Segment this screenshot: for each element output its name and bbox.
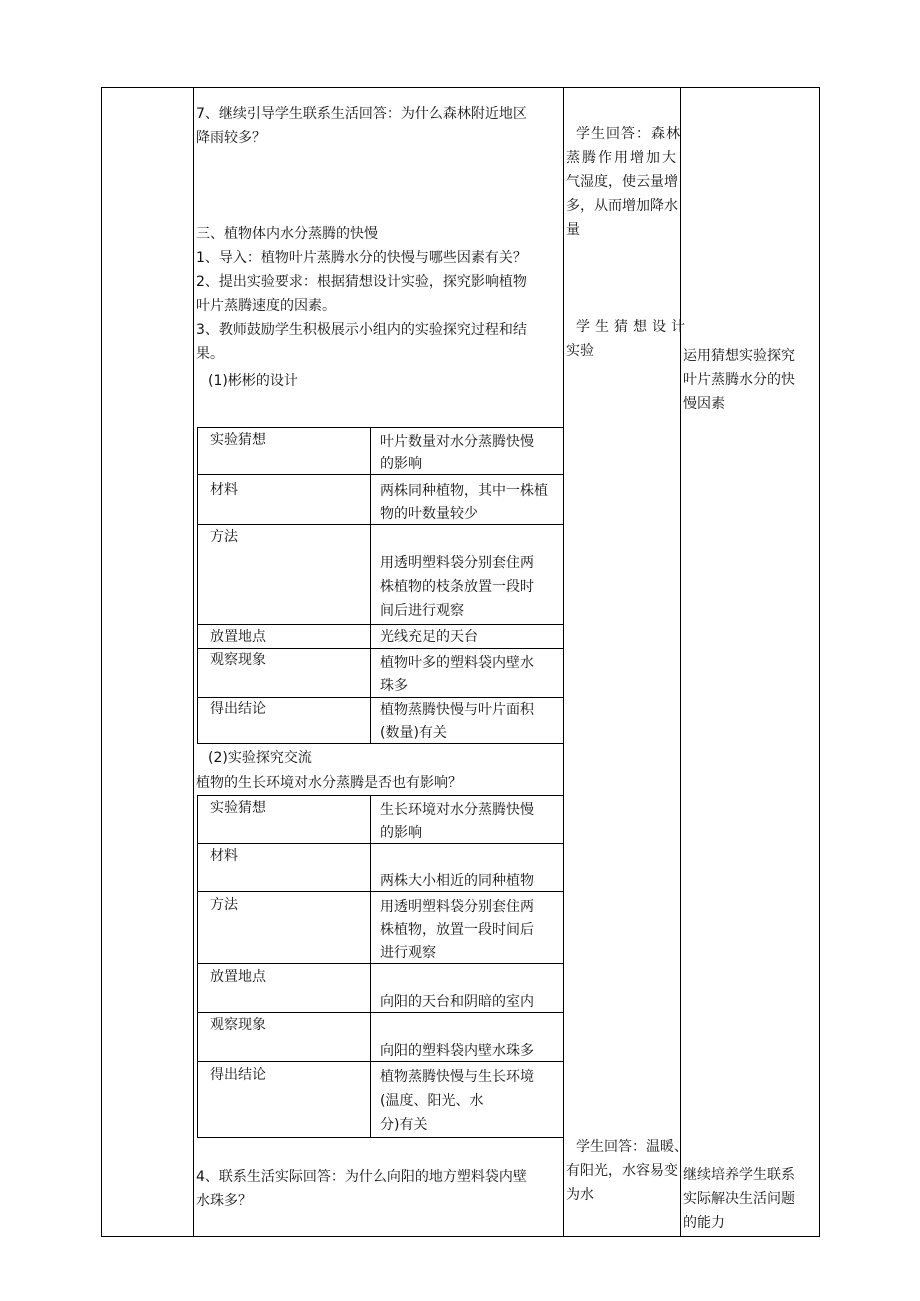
- column-divider-3: [680, 87, 681, 1237]
- table1-value-conclusion-2: (数量)有关: [380, 725, 447, 741]
- table2-value-observation: 向阳的塑料袋内壁水珠多: [380, 1043, 534, 1059]
- table2-label-location: 放置地点: [210, 969, 266, 985]
- intent2-line1: 继续培养学生联系: [683, 1167, 795, 1183]
- table2-value-method-3: 进行观察: [380, 945, 436, 961]
- table2-value-conclusion-1: 植物蒸腾快慢与生长环境: [380, 1069, 534, 1085]
- intent2-line2: 实际解决生活问题: [683, 1191, 795, 1207]
- table1-label-location: 放置地点: [210, 629, 266, 645]
- table1-value-observation-1: 植物叶多的塑料袋内壁水: [380, 655, 534, 671]
- intent1-line1: 运用猜想实验探究: [683, 348, 795, 364]
- table1-value-observation-2: 珠多: [380, 678, 408, 694]
- item3-line2: 果。: [196, 346, 224, 362]
- table-left-border: [101, 87, 102, 1237]
- table2-bottom: [197, 1137, 563, 1138]
- table2-value-guess-2: 的影响: [380, 825, 422, 841]
- item2-line1: 2、提出实验要求：根据猜想设计实验，探究影响植物: [196, 274, 527, 290]
- table2-value-method-2: 株植物，放置一段时间后: [380, 922, 534, 938]
- item1-text: 1、导入：植物叶片蒸腾水分的快慢与哪些因素有关？: [196, 250, 527, 266]
- student-answer1-line3: 气湿度，使云量增: [566, 174, 678, 190]
- table2-left: [197, 795, 198, 1137]
- table2-value-guess-1: 生长环境对水分蒸腾快慢: [380, 802, 534, 818]
- table1-value-location: 光线充足的天台: [380, 629, 478, 645]
- table2-label-method: 方法: [210, 897, 238, 913]
- student-answer2-line2: 有阳光，水容易变: [566, 1163, 678, 1179]
- table2-value-material: 两株大小相近的同种植物: [380, 873, 534, 889]
- table-top-border: [101, 87, 820, 88]
- table1-value-method-2: 株植物的枝条放置一段时: [380, 579, 534, 595]
- student-answer1-line2: 蒸腾作用增加大: [566, 150, 678, 166]
- intent1-line2: 叶片蒸腾水分的快: [683, 372, 795, 388]
- table2-label-material: 材料: [210, 848, 238, 864]
- column-divider-2: [563, 87, 564, 1237]
- table1-value-guess-2: 的影响: [380, 456, 422, 472]
- table2-value-conclusion-2: (温度、阳光、水: [380, 1093, 484, 1109]
- item3-line1: 3、教师鼓励学生积极展示小组内的实验探究过程和结: [196, 322, 527, 338]
- table-bottom-border: [101, 1236, 820, 1237]
- table1-value-method-1: 用透明塑料袋分别套住两: [380, 555, 534, 571]
- table1-value-material-1: 两株同种植物，其中一株植: [380, 483, 548, 499]
- table2-value-conclusion-3: 分)有关: [380, 1117, 428, 1133]
- student-answer1-line1: 学生回答：森林: [576, 126, 681, 142]
- design-title: (1)彬彬的设计: [208, 373, 298, 389]
- table1-label-material: 材料: [210, 482, 238, 498]
- table2-mid: [370, 795, 371, 1137]
- table1-value-method-3: 间后进行观察: [380, 603, 464, 619]
- exchange-question: 植物的生长环境对水分蒸腾是否也有影响？: [196, 775, 462, 791]
- table1-label-guess: 实验猜想: [210, 432, 266, 448]
- item2-line2: 叶片蒸腾速度的因素。: [196, 298, 336, 314]
- item4-line2: 水珠多？: [196, 1193, 252, 1209]
- table2-label-conclusion: 得出结论: [210, 1067, 266, 1083]
- table2-value-method-1: 用透明塑料袋分别套住两: [380, 899, 534, 915]
- student-answer1-line4: 多，从而增加降水: [566, 198, 678, 214]
- table-right-border: [819, 87, 820, 1237]
- student-answer2-line3: 为水: [566, 1187, 594, 1203]
- table2-value-location: 向阳的天台和阴暗的室内: [380, 994, 534, 1010]
- section3-title: 三、植物体内水分蒸腾的快慢: [196, 226, 378, 242]
- student-guess-line2: 实验: [566, 343, 594, 359]
- table1-label-observation: 观察现象: [210, 652, 266, 668]
- student-guess-line1: 学生猜想设计: [576, 319, 690, 335]
- table1-value-guess-1: 叶片数量对水分蒸腾快慢: [380, 434, 534, 450]
- table2-label-guess: 实验猜想: [210, 800, 266, 816]
- q7-line1: 7、继续引导学生联系生活回答：为什么森林附近地区: [196, 106, 527, 122]
- student-answer1-line5: 量: [566, 222, 580, 238]
- intent1-line3: 慢因素: [683, 396, 725, 412]
- exchange-title: (2)实验探究交流: [208, 750, 312, 766]
- column-divider-1: [193, 87, 194, 1237]
- table1-value-material-2: 物的叶数量较少: [380, 506, 478, 522]
- table2-label-observation: 观察现象: [210, 1017, 266, 1033]
- item4-line1: 4、联系生活实际回答：为什么向阳的地方塑料袋内壁: [196, 1169, 527, 1185]
- table1-value-conclusion-1: 植物蒸腾快慢与叶片面积: [380, 702, 534, 718]
- table1-label-conclusion: 得出结论: [210, 701, 266, 717]
- intent2-line3: 的能力: [683, 1215, 725, 1231]
- q7-line2: 降雨较多？: [196, 130, 266, 146]
- table1-label-method: 方法: [210, 529, 238, 545]
- student-answer2-line1: 学生回答：温暖、: [576, 1139, 688, 1155]
